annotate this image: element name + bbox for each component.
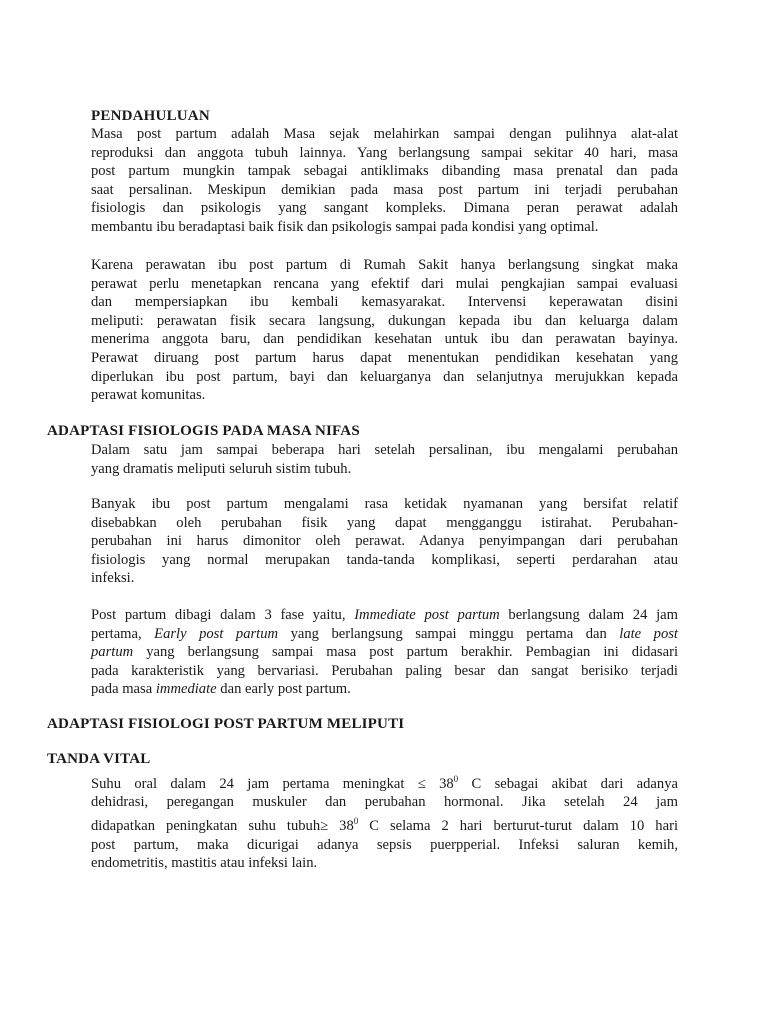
paragraph-adaptasi-2	[91, 495, 678, 588]
text-line: membantu ibu beradaptasi baik fisik dan psikologis sampai pada kondisi yang optimal.	[91, 218, 599, 235]
text-line: pada karakteristik yang bervariasi. Perubahan paling besar dan sangat berisiko terjadi	[91, 662, 678, 679]
text-line: didapatkan peningkatan suhu tubuh≥ $38^0$ C selama 2 hari berturut-turut dalam 10 hari	[91, 816, 678, 834]
text-line: pertama, Early post partum yang berlangsung sampai minggu pertama dan late post	[91, 625, 678, 642]
text-line: Banyak ibu post partum mengalami rasa ketidak nyamanan yang bersifat relatif	[91, 496, 678, 512]
text-line: Suhu oral dalam 24 jam pertama meningkat ≤ $38^0$ C sebagai akibat dari adanya	[91, 774, 678, 792]
text-line: dehidrasi, peregangan muskuler dan perubahan hormonal. Jika setelah 24 jam	[91, 794, 678, 811]
paragraph-tanda-vital	[91, 770, 678, 873]
paragraph-adaptasi-1	[91, 441, 678, 478]
paragraph-adaptasi-3	[91, 606, 678, 699]
text-line: Perawat diruang post partum harus dapat menentukan pendidikan kesehatan yang	[91, 349, 678, 366]
text-line: post partum, maka dicurigai adanya sepsis puerpperial. Infeksi saluran kemih,	[91, 836, 678, 853]
text-line: perubahan ini harus dimonitor oleh perawat. Adanya penyimpangan dari perubahan	[91, 533, 678, 550]
text-line: yang dramatis meliputi seluruh sistim tubuh.	[91, 460, 352, 477]
text-line: Dalam satu jam sampai beberapa hari setelah persalinan, ibu mengalami perubahan	[91, 442, 678, 458]
paragraph-pendahuluan-1	[91, 125, 678, 237]
text-line: Masa post partum adalah Masa sejak melahirkan sampai dengan pulihnya alat-alat	[91, 126, 678, 142]
heading-adaptasi-meliputi: ADAPTASI FISIOLOGI POST PARTUM MELIPUTI	[47, 716, 405, 732]
text-line: fisiologis dan psikologis yang sangant kompleks. Dimana peran perawat adalah	[91, 200, 678, 217]
text-line: Post partum dibagi dalam 3 fase yaitu, Immediate post partum berlangsung dalam 24 jam	[91, 607, 678, 623]
text-line: infeksi.	[91, 570, 135, 587]
text-line: dan mempersiapkan ibu kembali kemasyarakat. Intervensi keperawatan disini	[91, 294, 678, 311]
text-line: pada masa immediate dan early post partum.	[91, 681, 351, 698]
heading-adaptasi-fisiologis: ADAPTASI FISIOLOGIS PADA MASA NIFAS	[47, 423, 360, 439]
text-line: Karena perawatan ibu post partum di Rumah Sakit hanya berlangsung singkat maka	[91, 257, 678, 273]
text-line: post partum mungkin tampak sebagai antiklimaks dibanding masa prenatal dan pada	[91, 163, 678, 180]
text-line: diperlukan ibu post partum, bayi dan keluarganya dan selanjutnya merujukkan kepada	[91, 368, 678, 385]
text-line: perawat perlu menetapkan rencana yang efektif dari mulai pengkajian sampai evaluasi	[91, 275, 678, 292]
text-line: partum yang berlangsung sampai masa post partum berakhir. Pembagian ini didasari	[91, 644, 678, 661]
text-line: fisiologis yang normal merupakan tanda-tanda komplikasi, seperti perdarahan atau	[91, 551, 678, 568]
text-line: meliputi: perawatan fisik secara langsung, dukungan kepada ibu dan keluarga dalam	[91, 312, 678, 329]
heading-pendahuluan: PENDAHULUAN	[91, 108, 210, 124]
text-line: endometritis, mastitis atau infeksi lain.	[91, 855, 318, 872]
text-line: perawat komunitas.	[91, 387, 206, 404]
text-line: reproduksi dan anggota tubuh lainnya. Yang berlangsung sampai sekitar 40 hari, masa	[91, 144, 678, 161]
heading-tanda-vital: TANDA VITAL	[47, 751, 151, 767]
text-line: saat persalinan. Meskipun demikian pada masa post partum ini terjadi perubahan	[91, 181, 678, 198]
paragraph-pendahuluan-2	[91, 256, 678, 405]
text-line: disebabkan oleh perubahan fisik yang dapat mengganggu istirahat. Perubahan-	[91, 514, 678, 531]
text-line: menerima anggota baru, dan pendidikan kesehatan untuk ibu dan perawatan bayinya.	[91, 331, 678, 348]
